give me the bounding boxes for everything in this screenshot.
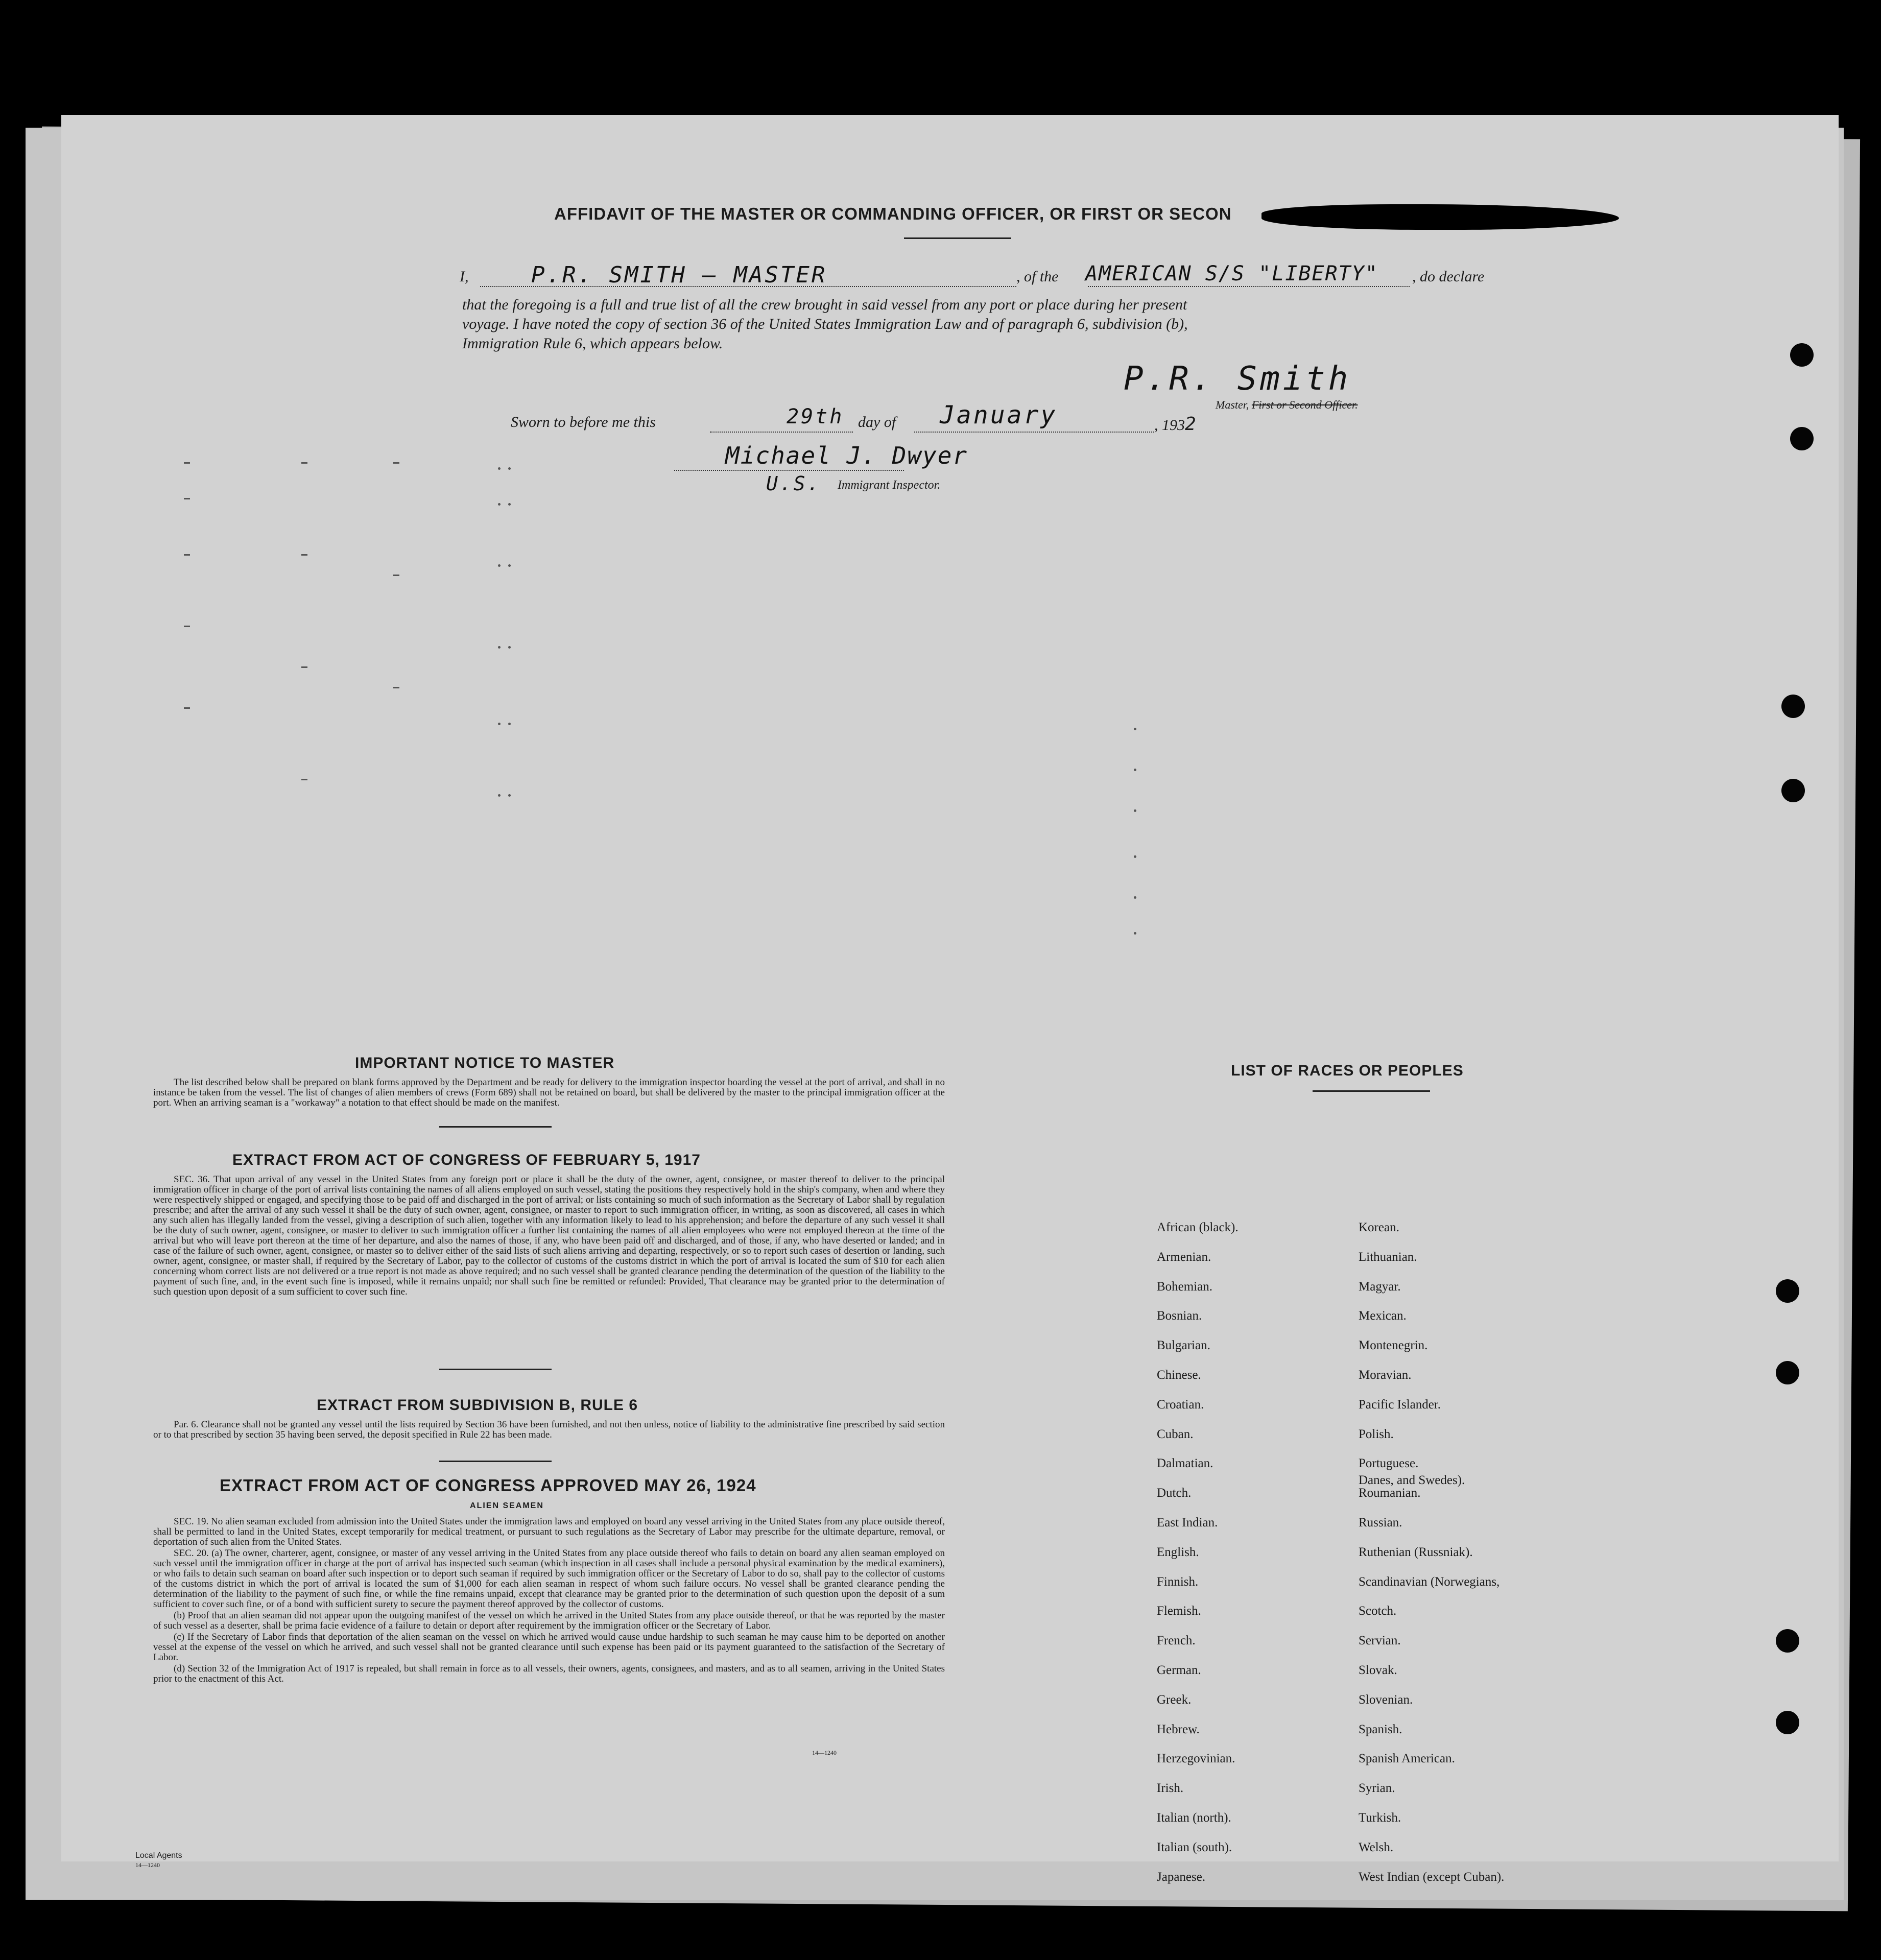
race-item: English. xyxy=(1157,1545,1199,1559)
ghost-mark xyxy=(1134,809,1136,812)
ghost-mark xyxy=(1134,896,1136,899)
race-item: Mexican. xyxy=(1359,1309,1407,1323)
race-item: Turkish. xyxy=(1359,1811,1401,1825)
ghost-mark xyxy=(508,646,511,649)
race-item: German. xyxy=(1157,1663,1201,1677)
ghost-mark xyxy=(393,462,399,464)
master-caption-struck: First or Second Officer. xyxy=(1251,398,1358,411)
race-item: Syrian. xyxy=(1359,1781,1395,1796)
affidavit-title: AFFIDAVIT OF THE MASTER OR COMMANDING OFFICER, OR FIRST OR SECON xyxy=(554,204,1232,223)
ghost-mark xyxy=(508,503,511,506)
footer-form-number: 14—1240 xyxy=(135,1861,160,1869)
affidavit-line2: that the foregoing is a full and true list of all the crew brought in said vessel from any port or place during her present xyxy=(462,296,1187,313)
ghost-mark xyxy=(301,779,307,780)
extract1924-paragraph: (d) Section 32 of the Immigration Act of 1917 is repealed, but shall remain in force as to all vessels, their owners, agents, consignees, and masters, and as to all seamen, arriving in the United States prior to the enactment of this Act. xyxy=(153,1663,945,1684)
race-item: Chinese. xyxy=(1157,1368,1201,1382)
ghost-mark xyxy=(393,687,399,688)
extract1924-paragraph: (b) Proof that an alien seaman did not appear upon the outgoing manifest of the vessel on which he arrived in the United States from any place outside thereof, or that he was reported by the master of such vessel as a deserter, shall be prima facie evidence of a failure to detain or deport after requirement by the immigration officer or the Secretary of Labor. xyxy=(153,1610,945,1631)
race-item: Pacific Islander. xyxy=(1359,1397,1441,1412)
notice-title: IMPORTANT NOTICE TO MASTER xyxy=(355,1055,615,1071)
title-rule xyxy=(904,237,1011,239)
ghost-mark xyxy=(1134,769,1136,771)
ghost-mark xyxy=(498,564,501,567)
punch-hole xyxy=(1776,1629,1799,1653)
punch-hole xyxy=(1776,1711,1799,1734)
race-item: Greek. xyxy=(1157,1692,1192,1707)
master-caption-label: Master, xyxy=(1216,398,1249,411)
race-item: Danes, and Swedes). xyxy=(1359,1473,1465,1487)
race-item: Slovak. xyxy=(1359,1663,1397,1677)
race-item: Spanish. xyxy=(1359,1722,1402,1736)
inspector-title: Immigrant Inspector. xyxy=(838,479,941,492)
race-item: Armenian. xyxy=(1157,1250,1211,1264)
ghost-mark xyxy=(498,723,501,725)
year-label xyxy=(1154,414,1196,435)
extract1917-paragraph: SEC. 36. That upon arrival of any vessel in the United States from any foreign port or place it shall be the duty of the owner, agent, consignee, or master thereof to deliver to the principal immigration officer in charge of the port of arrival lists containing the names of all aliens employed on such vessel, stating the positions they respectively hold in the ship's company, when and where they were respectively shipped or engaged, and specifying those to be paid off and discharged in the port of arrival; or lists containing so much of such information as the Secretary of Labor shall by regulation prescribe; and after the arrival of any such vessel it shall be the duty of such owner, agent, consignee, or master to report to such immigration officer, in writing, as soon as discovered, all cases in which any such alien has illegally landed from the vessel, giving a description of such alien, together with any information likely to lead to his apprehension; and before the departure of any such vessel it shall be the duty of such owner, agent, consignee, or master to deliver to such immigration officer a further list containing the names of all alien employees who were not employed thereon at the time of the arrival but who will leave port thereon at the time of her departure, and also the names of those, if any, who have been paid off and discharged, and of those, if any, who have deserted or landed; and in case of the failure of such owner, agent, consignee, or master so to deliver either of the said lists of such aliens arriving and departing, respectively, or so to report such cases of desertion or landing, such owner, agent, consignee, or master shall, if required by the Secretary of Labor, pay to the collector of customs of the customs district in which the port of arrival is located the sum of $10 for each alien concerning whom correct lists are not delivered or a true report is not made as above required; and no such vessel shall be granted clearance pending the determination of the question of the liability to the payment of such fine, and, in the event such fine is imposed, while it remains unpaid; nor shall such fine be remitted or refunded: Provided, That clearance may be granted prior to the determination of such question upon deposit of a sum sufficient to cover such fine. xyxy=(153,1174,945,1297)
sworn-label: Sworn to before me this xyxy=(511,414,656,431)
sworn-month: January xyxy=(940,401,1058,429)
ghost-mark xyxy=(498,503,501,506)
day-of-label: day of xyxy=(858,414,896,431)
race-item: Spanish American. xyxy=(1359,1752,1455,1766)
ghost-mark xyxy=(393,575,399,576)
vessel-fill-line xyxy=(1088,286,1410,287)
ghost-mark xyxy=(184,707,190,709)
race-item: Herzegovinian. xyxy=(1157,1752,1235,1766)
ghost-mark xyxy=(508,794,511,797)
ghost-mark xyxy=(301,462,307,464)
race-item: French. xyxy=(1157,1634,1196,1648)
race-item: Korean. xyxy=(1359,1221,1399,1234)
race-item: West Indian (except Cuban). xyxy=(1359,1870,1505,1884)
ghost-mark xyxy=(301,666,307,668)
race-item: Dalmatian. xyxy=(1157,1456,1213,1471)
year-prefix: , 193 xyxy=(1154,417,1185,434)
month-fill-line xyxy=(914,432,1154,433)
race-item: Moravian. xyxy=(1359,1368,1412,1382)
affidavit-line3: voyage. I have noted the copy of section 36 of the United States Immigration Law and of paragraph 6, subdivision (b), xyxy=(462,316,1188,332)
race-item: Welsh. xyxy=(1359,1840,1394,1854)
master-signature: P.R. Smith xyxy=(1124,360,1351,398)
ghost-mark xyxy=(1134,855,1136,858)
race-item: Scandinavian (Norwegians, xyxy=(1359,1574,1500,1589)
year-suffix: 2 xyxy=(1185,414,1196,435)
ghost-mark xyxy=(1134,932,1136,935)
races-rule xyxy=(1313,1090,1430,1092)
extract1924-form-number: 14—1240 xyxy=(812,1749,837,1756)
race-item: Croatian. xyxy=(1157,1397,1204,1412)
rule6-title: EXTRACT FROM SUBDIVISION B, RULE 6 xyxy=(317,1397,638,1414)
extract1924-title: EXTRACT FROM ACT OF CONGRESS APPROVED MAY 26, 1924 xyxy=(220,1476,756,1495)
inspector-fill-line xyxy=(674,470,904,471)
punch-hole xyxy=(1790,427,1814,450)
race-item: Bosnian. xyxy=(1157,1309,1202,1323)
extract1924-subtitle: ALIEN SEAMEN xyxy=(470,1501,544,1510)
extract1924-paragraph: (c) If the Secretary of Labor finds that deportation of the alien seaman on the vessel on which he arrived would cause undue hardship to such seaman he may cause him to be deported on another vessel at the expense of the vessel on which he arrived, and such vessel shall not be granted clearance until such expense has been paid or its payment guaranteed to the satisfaction of the Secretary of Labor. xyxy=(153,1632,945,1663)
race-item: Servian. xyxy=(1359,1634,1401,1648)
redaction-blot xyxy=(1261,204,1619,230)
race-item: Slovenian. xyxy=(1359,1692,1413,1707)
ghost-mark xyxy=(498,467,501,470)
race-item: Italian (south). xyxy=(1157,1840,1232,1854)
race-item: Polish. xyxy=(1359,1427,1394,1441)
ghost-mark xyxy=(508,564,511,567)
section-rule xyxy=(439,1461,552,1462)
punch-hole xyxy=(1781,695,1805,718)
race-item: African (black). xyxy=(1157,1221,1239,1234)
inspector-signature: Michael J. Dwyer xyxy=(725,442,968,469)
notice-paragraph: The list described below shall be prepared on blank forms approved by the Department and be ready for delivery to the immigration inspector boarding the vessel at the port of arrival, and shall in no instance be taken from the vessel. The list of changes of alien members of crews (Form 689) shall not be retained on board, but shall be delivered by the master to the principal immigration officer at the port. When an arriving seaman is a "workaway" a notation to that effect should be made on the manifest. xyxy=(153,1077,945,1108)
race-item: Dutch. xyxy=(1157,1486,1192,1500)
affidavit-line1 xyxy=(460,268,469,285)
punch-hole xyxy=(1781,779,1805,802)
extract1924-text xyxy=(153,1517,945,1685)
punch-hole xyxy=(1776,1279,1799,1303)
race-item: Hebrew. xyxy=(1157,1722,1200,1736)
affidavit-line4: Immigration Rule 6, which appears below. xyxy=(462,335,723,352)
ghost-mark xyxy=(184,554,190,556)
extract1924-paragraph: SEC. 19. No alien seaman excluded from admission into the United States under the immigration laws and employed on board any vessel arriving in the United States from any place outside thereof, shall be permitted to land in the United States, except temporarily for medical treatment, or pursuant to such regulations as the Secretary of Labor may prescribe for the ultimate departure, removal, or deportation of such alien from the United States. xyxy=(153,1516,945,1547)
punch-hole xyxy=(1776,1361,1799,1384)
race-item: Magyar. xyxy=(1359,1279,1401,1294)
of-the-label: , of the xyxy=(1016,268,1059,285)
ghost-mark xyxy=(498,646,501,649)
race-item: Russian. xyxy=(1359,1516,1402,1529)
ghost-mark xyxy=(508,723,511,725)
master-caption xyxy=(1216,398,1358,412)
race-item: Cuban. xyxy=(1157,1427,1194,1441)
notice-text xyxy=(153,1078,945,1109)
race-item: Italian (north). xyxy=(1157,1811,1231,1825)
extract1917-text xyxy=(153,1175,945,1298)
ghost-mark xyxy=(508,467,511,470)
race-item: Roumanian. xyxy=(1359,1486,1421,1500)
race-item: Scotch. xyxy=(1359,1604,1397,1618)
master-name: P.R. SMITH — MASTER xyxy=(531,262,827,288)
punch-hole xyxy=(1790,343,1814,367)
ghost-mark xyxy=(184,498,190,499)
rule6-paragraph: Par. 6. Clearance shall not be granted any vessel until the lists required by Section 36 have been furnished, and not then unless, notice of liability to the administrative fine prescribed by said section or to that prescribed by section 35 having been served, the deposit specified in Rule 22 has been made. xyxy=(153,1419,945,1440)
section-rule xyxy=(439,1126,552,1128)
extract1924-paragraph: SEC. 20. (a) The owner, charterer, agent, consignee, or master of any vessel arriving in the United States from any place outside thereof who fails to detain on board any alien seaman employed on such vessel until the immigration officer in charge at the port of arrival has inspected such seaman (which inspection in all cases shall include a personal physical examination by the medical examiners), or who fails to detain such seaman on board after such inspection or to deport such seaman if required by such immigration officer or the Secretary of Labor to do so, shall pay to the collector of customs of the customs district in which the port of arrival is located the sum of $1,000 for each alien seaman in respect of whom such failure occurs. No vessel shall be granted clearance pending the determination of the liability to the payment of such fine, or while the fine remains unpaid, except that clearance may be granted prior to the determination of such question upon the deposit of a sum sufficient to cover such fine, or of a bond with sufficient surety to secure the payment thereof approved by the collector of customs. xyxy=(153,1548,945,1610)
ghost-mark xyxy=(1134,728,1136,730)
declare-label: , do declare xyxy=(1412,268,1485,285)
inspector-prefix: U.S. xyxy=(766,472,821,495)
race-item: Portuguese. xyxy=(1359,1456,1419,1471)
ghost-mark xyxy=(301,554,307,556)
ghost-mark xyxy=(184,462,190,464)
race-item: Bohemian. xyxy=(1157,1279,1213,1294)
race-item: Ruthenian (Russniak). xyxy=(1359,1545,1473,1559)
race-item: Montenegrin. xyxy=(1359,1338,1428,1353)
race-item: Irish. xyxy=(1157,1781,1184,1796)
races-title: LIST OF RACES OR PEOPLES xyxy=(1231,1062,1464,1079)
footer-local-agents: Local Agents xyxy=(135,1851,182,1860)
vessel-name: AMERICAN S/S "LIBERTY" xyxy=(1085,262,1378,285)
race-item: Flemish. xyxy=(1157,1604,1201,1618)
extract1917-title: EXTRACT FROM ACT OF CONGRESS OF FEBRUARY 5, 1917 xyxy=(232,1152,701,1168)
form-page xyxy=(61,115,1839,1884)
i-label: I, xyxy=(460,268,469,285)
race-item: Finnish. xyxy=(1157,1574,1199,1589)
rule6-text xyxy=(153,1420,945,1441)
sworn-day: 29th xyxy=(787,405,844,428)
race-item: Japanese. xyxy=(1157,1870,1206,1884)
ghost-mark xyxy=(498,794,501,797)
race-item: East Indian. xyxy=(1157,1516,1218,1529)
section-rule xyxy=(439,1369,552,1370)
day-fill-line xyxy=(710,432,853,433)
race-item: Lithuanian. xyxy=(1359,1250,1417,1264)
ghost-mark xyxy=(184,626,190,627)
race-item: Bulgarian. xyxy=(1157,1338,1210,1353)
